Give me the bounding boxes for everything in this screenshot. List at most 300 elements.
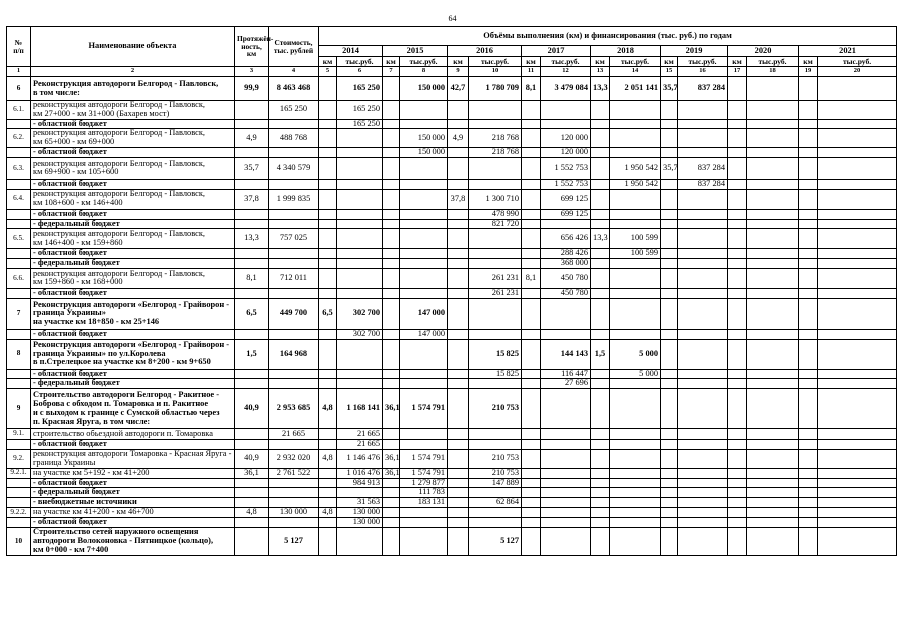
rub-value xyxy=(747,77,799,101)
km-value xyxy=(522,249,541,259)
object-length xyxy=(235,288,269,298)
rub-value: 837 284 xyxy=(678,77,728,101)
km-value xyxy=(448,468,469,478)
rub-value: 130 000 xyxy=(337,518,383,528)
km-value xyxy=(799,329,818,339)
rub-value xyxy=(818,249,897,259)
table-row xyxy=(7,339,897,369)
rub-value xyxy=(678,429,728,440)
object-length: 36,1 xyxy=(235,468,269,478)
km-value xyxy=(522,518,541,528)
rub-value xyxy=(818,389,897,429)
rub-value xyxy=(818,101,897,120)
year-header: 2018 xyxy=(591,46,661,57)
km-value: 35,7 xyxy=(661,157,678,179)
rub-value: 1 950 542 xyxy=(610,157,661,179)
unit-km: км xyxy=(661,57,678,67)
rub-value xyxy=(610,268,661,288)
object-cost xyxy=(269,179,319,189)
km-value xyxy=(522,101,541,120)
km-value xyxy=(661,189,678,209)
object-name: реконструкция автодороги Белгород - Павловск, км 69+900 - км 105+600 xyxy=(31,157,235,179)
object-length: 35,7 xyxy=(235,157,269,179)
rub-value xyxy=(818,268,897,288)
row-number xyxy=(7,259,31,269)
column-index: 9 xyxy=(448,67,469,77)
table-row xyxy=(7,498,897,508)
object-name: Реконструкция автодороги Белгород - Павловск, в том числе: xyxy=(31,77,235,101)
rub-value xyxy=(678,379,728,389)
km-value xyxy=(799,369,818,379)
rub-value xyxy=(400,219,448,229)
km-value xyxy=(319,189,337,209)
km-value xyxy=(661,478,678,488)
row-number xyxy=(7,369,31,379)
km-value xyxy=(661,268,678,288)
rub-value: 288 426 xyxy=(541,249,591,259)
rub-value xyxy=(818,379,897,389)
column-index: 12 xyxy=(541,67,591,77)
km-value xyxy=(728,229,747,249)
column-index: 13 xyxy=(591,67,610,77)
km-value xyxy=(661,249,678,259)
km-value xyxy=(319,219,337,229)
rub-value xyxy=(678,389,728,429)
rub-value xyxy=(469,179,522,189)
rub-value xyxy=(747,129,799,148)
rub-value xyxy=(469,329,522,339)
table-row xyxy=(7,209,897,219)
rub-value xyxy=(818,179,897,189)
year-header: 2019 xyxy=(661,46,728,57)
rub-value: 450 780 xyxy=(541,268,591,288)
km-value xyxy=(522,179,541,189)
km-value xyxy=(591,179,610,189)
km-value xyxy=(591,157,610,179)
column-index: 4 xyxy=(269,67,319,77)
object-length xyxy=(235,329,269,339)
km-value xyxy=(319,119,337,129)
object-length xyxy=(235,101,269,120)
km-value xyxy=(591,101,610,120)
rub-value xyxy=(541,498,591,508)
table-row xyxy=(7,379,897,389)
km-value xyxy=(661,259,678,269)
rub-value xyxy=(610,508,661,518)
km-value xyxy=(522,488,541,498)
rub-value: 21 665 xyxy=(337,440,383,450)
object-cost: 8 463 468 xyxy=(269,77,319,101)
rub-value: 120 000 xyxy=(541,148,591,158)
row-number: 9.2. xyxy=(7,450,31,469)
table-row xyxy=(7,450,897,469)
km-value xyxy=(383,498,400,508)
km-value: 13,3 xyxy=(591,77,610,101)
rub-value: 218 768 xyxy=(469,129,522,148)
rub-value xyxy=(400,288,448,298)
rub-value: 120 000 xyxy=(541,129,591,148)
year-header: 2017 xyxy=(522,46,591,57)
object-name: на участке км 41+200 - км 46+700 xyxy=(31,508,235,518)
table-row xyxy=(7,468,897,478)
km-value: 35,7 xyxy=(661,77,678,101)
km-value xyxy=(448,518,469,528)
rub-value: 302 700 xyxy=(337,298,383,329)
rub-value xyxy=(400,508,448,518)
km-value xyxy=(448,249,469,259)
km-value xyxy=(728,450,747,469)
rub-value xyxy=(818,259,897,269)
row-number xyxy=(7,488,31,498)
rub-value: 5 000 xyxy=(610,339,661,369)
object-name: - областной бюджет xyxy=(31,209,235,219)
object-name: - внебюджетные источники xyxy=(31,498,235,508)
unit-rub: тыс.руб. xyxy=(747,57,799,67)
km-value xyxy=(522,229,541,249)
km-value xyxy=(522,429,541,440)
unit-km: км xyxy=(522,57,541,67)
km-value xyxy=(799,179,818,189)
rub-value xyxy=(678,478,728,488)
rub-value xyxy=(747,468,799,478)
rub-value: 147 000 xyxy=(400,298,448,329)
km-value xyxy=(728,77,747,101)
rub-value xyxy=(678,488,728,498)
km-value xyxy=(799,119,818,129)
table-row xyxy=(7,508,897,518)
km-value xyxy=(383,268,400,288)
km-value xyxy=(591,209,610,219)
rub-value xyxy=(469,429,522,440)
object-cost: 712 011 xyxy=(269,268,319,288)
row-number: 6 xyxy=(7,77,31,101)
rub-value xyxy=(541,219,591,229)
rub-value xyxy=(678,440,728,450)
km-value xyxy=(522,259,541,269)
km-value xyxy=(448,219,469,229)
km-value xyxy=(319,440,337,450)
rub-value xyxy=(818,527,897,555)
rub-value: 150 000 xyxy=(400,129,448,148)
row-number xyxy=(7,440,31,450)
km-value xyxy=(591,298,610,329)
km-value xyxy=(728,339,747,369)
rub-value: 1 574 791 xyxy=(400,389,448,429)
table-body xyxy=(7,77,897,556)
km-value xyxy=(448,179,469,189)
km-value xyxy=(728,129,747,148)
header-cost: Стоимость, тыс. рублей xyxy=(269,27,319,67)
rub-value: 450 780 xyxy=(541,288,591,298)
year-header: 2014 xyxy=(319,46,383,57)
km-value xyxy=(799,148,818,158)
km-value xyxy=(799,259,818,269)
unit-km: км xyxy=(728,57,747,67)
km-value xyxy=(522,339,541,369)
km-value xyxy=(661,429,678,440)
rub-value xyxy=(678,298,728,329)
km-value xyxy=(799,478,818,488)
column-index: 18 xyxy=(747,67,799,77)
km-value xyxy=(522,498,541,508)
rub-value xyxy=(337,209,383,219)
rub-value xyxy=(400,440,448,450)
object-length: 40,9 xyxy=(235,389,269,429)
header-length: Протяжён- ность, км xyxy=(235,27,269,67)
rub-value xyxy=(818,298,897,329)
object-cost: 165 250 xyxy=(269,101,319,120)
rub-value xyxy=(337,379,383,389)
km-value: 36,1 xyxy=(383,468,400,478)
rub-value xyxy=(747,298,799,329)
rub-value xyxy=(610,259,661,269)
rub-value xyxy=(610,189,661,209)
rub-value xyxy=(818,478,897,488)
object-cost xyxy=(269,259,319,269)
rub-value xyxy=(469,259,522,269)
km-value xyxy=(799,129,818,148)
km-value xyxy=(728,189,747,209)
rub-value: 210 753 xyxy=(469,468,522,478)
rub-value xyxy=(678,209,728,219)
rub-value xyxy=(541,518,591,528)
object-cost: 164 968 xyxy=(269,339,319,369)
year-header: 2016 xyxy=(448,46,522,57)
km-value: 6,5 xyxy=(319,298,337,329)
row-number: 7 xyxy=(7,298,31,329)
rub-value xyxy=(818,429,897,440)
object-name: - областной бюджет xyxy=(31,119,235,129)
rub-value xyxy=(337,249,383,259)
unit-rub: тыс.руб. xyxy=(678,57,728,67)
column-index: 7 xyxy=(383,67,400,77)
km-value xyxy=(383,298,400,329)
object-name: Строительство сетей наружного освещения автодороги Волоконовка - Пятницкое (кольцо), км 0+000 - км 7+400 xyxy=(31,527,235,555)
object-length xyxy=(235,209,269,219)
header-row-index xyxy=(7,67,897,77)
rub-value xyxy=(747,179,799,189)
row-number xyxy=(7,379,31,389)
object-cost: 21 665 xyxy=(269,429,319,440)
row-number: 6.5. xyxy=(7,229,31,249)
object-cost: 488 768 xyxy=(269,129,319,148)
rub-value xyxy=(678,369,728,379)
km-value xyxy=(383,527,400,555)
row-number xyxy=(7,209,31,219)
object-cost xyxy=(269,329,319,339)
km-value xyxy=(319,488,337,498)
km-value xyxy=(799,268,818,288)
object-name: - областной бюджет xyxy=(31,478,235,488)
table-row xyxy=(7,478,897,488)
km-value: 13,3 xyxy=(591,229,610,249)
unit-rub: тыс.руб. xyxy=(541,57,591,67)
table-row xyxy=(7,229,897,249)
rub-value xyxy=(541,440,591,450)
unit-rub: тыс.руб. xyxy=(400,57,448,67)
unit-km: км xyxy=(591,57,610,67)
km-value xyxy=(591,389,610,429)
rub-value xyxy=(541,329,591,339)
row-number xyxy=(7,288,31,298)
km-value xyxy=(383,77,400,101)
table-row xyxy=(7,429,897,440)
rub-value: 699 125 xyxy=(541,209,591,219)
rub-value xyxy=(610,468,661,478)
column-index: 20 xyxy=(818,67,897,77)
km-value xyxy=(799,189,818,209)
rub-value xyxy=(678,229,728,249)
km-value xyxy=(799,219,818,229)
km-value xyxy=(591,518,610,528)
km-value: 8,1 xyxy=(522,268,541,288)
km-value xyxy=(728,478,747,488)
rub-value: 5 127 xyxy=(469,527,522,555)
rub-value xyxy=(747,488,799,498)
unit-km: км xyxy=(799,57,818,67)
km-value xyxy=(383,259,400,269)
object-name: реконструкция автодороги Томаровка - Красная Яруга - граница Украины xyxy=(31,450,235,469)
km-value xyxy=(448,259,469,269)
rub-value: 15 825 xyxy=(469,339,522,369)
km-value: 4,8 xyxy=(319,389,337,429)
rub-value xyxy=(610,527,661,555)
km-value xyxy=(448,101,469,120)
km-value xyxy=(448,498,469,508)
km-value xyxy=(591,488,610,498)
rub-value xyxy=(747,119,799,129)
object-name: реконструкция автодороги Белгород - Павловск, км 108+600 - км 146+400 xyxy=(31,189,235,209)
km-value xyxy=(383,429,400,440)
rub-value xyxy=(610,429,661,440)
row-number: 6.4. xyxy=(7,189,31,209)
km-value xyxy=(319,478,337,488)
km-value xyxy=(522,148,541,158)
km-value xyxy=(383,119,400,129)
rub-value: 1 552 753 xyxy=(541,179,591,189)
object-length xyxy=(235,498,269,508)
object-cost xyxy=(269,369,319,379)
km-value: 4,8 xyxy=(319,450,337,469)
km-value xyxy=(799,468,818,478)
year-header: 2015 xyxy=(383,46,448,57)
km-value xyxy=(799,508,818,518)
rub-value xyxy=(610,450,661,469)
rub-value xyxy=(818,157,897,179)
rub-value xyxy=(747,498,799,508)
km-value xyxy=(383,488,400,498)
km-value xyxy=(728,259,747,269)
km-value xyxy=(728,268,747,288)
object-name: - областной бюджет xyxy=(31,249,235,259)
rub-value xyxy=(678,468,728,478)
object-cost xyxy=(269,478,319,488)
km-value xyxy=(522,298,541,329)
table-row xyxy=(7,219,897,229)
km-value xyxy=(319,527,337,555)
km-value xyxy=(319,101,337,120)
rub-value: 1 146 476 xyxy=(337,450,383,469)
km-value xyxy=(799,339,818,369)
row-number: 8 xyxy=(7,339,31,369)
object-name: - федеральный бюджет xyxy=(31,259,235,269)
km-value xyxy=(319,369,337,379)
table-row xyxy=(7,369,897,379)
km-value xyxy=(319,339,337,369)
object-name: реконструкция автодороги Белгород - Павловск, км 27+000 - км 31+000 (Бахарев мост) xyxy=(31,101,235,120)
rub-value: 27 696 xyxy=(541,379,591,389)
km-value xyxy=(448,298,469,329)
rub-value xyxy=(818,219,897,229)
object-length: 13,3 xyxy=(235,229,269,249)
row-number xyxy=(7,249,31,259)
rub-value xyxy=(747,478,799,488)
rub-value xyxy=(400,429,448,440)
rub-value xyxy=(541,508,591,518)
km-value: 42,7 xyxy=(448,77,469,101)
rub-value: 147 889 xyxy=(469,478,522,488)
km-value xyxy=(448,229,469,249)
object-cost: 2 953 685 xyxy=(269,389,319,429)
rub-value xyxy=(610,488,661,498)
table-row xyxy=(7,389,897,429)
rub-value xyxy=(337,369,383,379)
km-value: 36,1 xyxy=(383,450,400,469)
km-value xyxy=(448,329,469,339)
rub-value xyxy=(337,129,383,148)
rub-value: 165 250 xyxy=(337,101,383,120)
header-num: № п/п xyxy=(7,27,31,67)
km-value xyxy=(799,77,818,101)
rub-value xyxy=(400,518,448,528)
rub-value: 837 284 xyxy=(678,157,728,179)
rub-value xyxy=(747,268,799,288)
km-value xyxy=(522,440,541,450)
rub-value xyxy=(747,157,799,179)
object-name: - областной бюджет xyxy=(31,148,235,158)
row-number xyxy=(7,478,31,488)
year-header: 2021 xyxy=(799,46,897,57)
rub-value xyxy=(818,369,897,379)
rub-value xyxy=(678,498,728,508)
km-value xyxy=(591,329,610,339)
rub-value: 1 016 476 xyxy=(337,468,383,478)
km-value xyxy=(728,179,747,189)
object-name: строительство обьездной автодороги п. Томаровка xyxy=(31,429,235,440)
km-value xyxy=(591,429,610,440)
rub-value xyxy=(678,288,728,298)
object-name: - федеральный бюджет xyxy=(31,219,235,229)
km-value xyxy=(661,298,678,329)
rub-value xyxy=(400,268,448,288)
km-value xyxy=(383,379,400,389)
rub-value xyxy=(818,339,897,369)
km-value xyxy=(522,189,541,209)
rub-value: 210 753 xyxy=(469,450,522,469)
rub-value: 302 700 xyxy=(337,329,383,339)
rub-value xyxy=(610,119,661,129)
table-row xyxy=(7,259,897,269)
rub-value xyxy=(610,298,661,329)
rub-value xyxy=(747,527,799,555)
rub-value xyxy=(818,498,897,508)
object-name: - федеральный бюджет xyxy=(31,379,235,389)
km-value xyxy=(591,527,610,555)
rub-value xyxy=(610,440,661,450)
rub-value xyxy=(747,339,799,369)
km-value xyxy=(799,488,818,498)
object-length xyxy=(235,148,269,158)
